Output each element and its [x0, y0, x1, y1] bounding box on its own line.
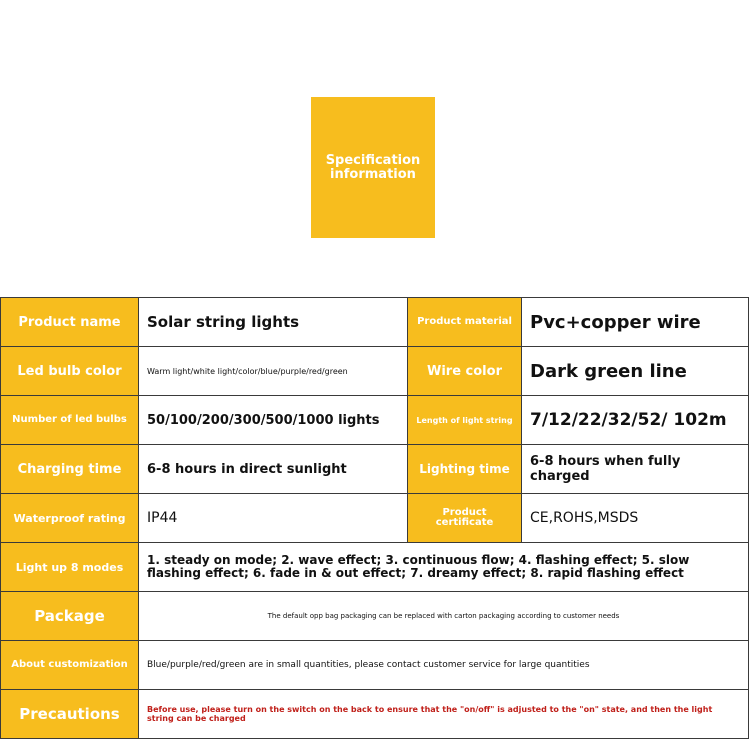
led-bulb-color-label: Led bulb color [1, 347, 139, 396]
customization-label: About customization [1, 641, 139, 690]
light-modes-label: Light up 8 modes [1, 543, 139, 592]
charging-time-label: Charging time [1, 445, 139, 494]
table-row [1, 690, 749, 739]
spec-header-line1: Specification [325, 152, 421, 168]
product-material-label: Product material [408, 298, 522, 347]
lighting-time-value: 6-8 hours when fully charged [522, 445, 749, 494]
waterproof-rating-label: Waterproof rating [1, 494, 139, 543]
table-row [1, 445, 749, 494]
precautions-label: Precautions [1, 690, 139, 739]
customization-value: Blue/purple/red/green are in small quantities, please contact customer service for large quantities [139, 641, 749, 690]
led-bulb-color-value: Warm light/white light/color/blue/purple/red/green [139, 347, 408, 396]
spec-header-badge [311, 97, 435, 238]
specification-table [0, 297, 749, 739]
precautions-value: Before use, please turn on the switch on the back to ensure that the "on/off" is adjusted to the "on" state, and then the light string can be charged [139, 690, 749, 739]
charging-time-value: 6-8 hours in direct sunlight [139, 445, 408, 494]
waterproof-rating-value: IP44 [139, 494, 408, 543]
lighting-time-label: Lighting time [408, 445, 522, 494]
package-value: The default opp bag packaging can be replaced with carton packaging according to customer needs [139, 592, 749, 641]
table-row [1, 641, 749, 690]
number-of-bulbs-label: Number of led bulbs [1, 396, 139, 445]
number-of-bulbs-value: 50/100/200/300/500/1000 lights [139, 396, 408, 445]
length-of-string-value: 7/12/22/32/52/ 102m [522, 396, 749, 445]
table-row [1, 298, 749, 347]
wire-color-value: Dark green line [522, 347, 749, 396]
light-modes-value: 1. steady on mode; 2. wave effect; 3. continuous flow; 4. flashing effect; 5. slow flashing effect; 6. fade in & out effect; 7. dreamy effect; 8. rapid flashing effect [139, 543, 749, 592]
wire-color-label: Wire color [408, 347, 522, 396]
spec-header-line2: information [330, 166, 416, 182]
product-certificate-label: Product certificate [408, 494, 522, 543]
package-label: Package [1, 592, 139, 641]
product-name-label: Product name [1, 298, 139, 347]
table-row [1, 347, 749, 396]
table-row [1, 494, 749, 543]
product-material-value: Pvc+copper wire [522, 298, 749, 347]
table-row [1, 543, 749, 592]
product-name-value: Solar string lights [139, 298, 408, 347]
product-certificate-value: CE,ROHS,MSDS [522, 494, 749, 543]
length-of-string-label: Length of light string [408, 396, 522, 445]
table-row [1, 396, 749, 445]
table-row [1, 592, 749, 641]
